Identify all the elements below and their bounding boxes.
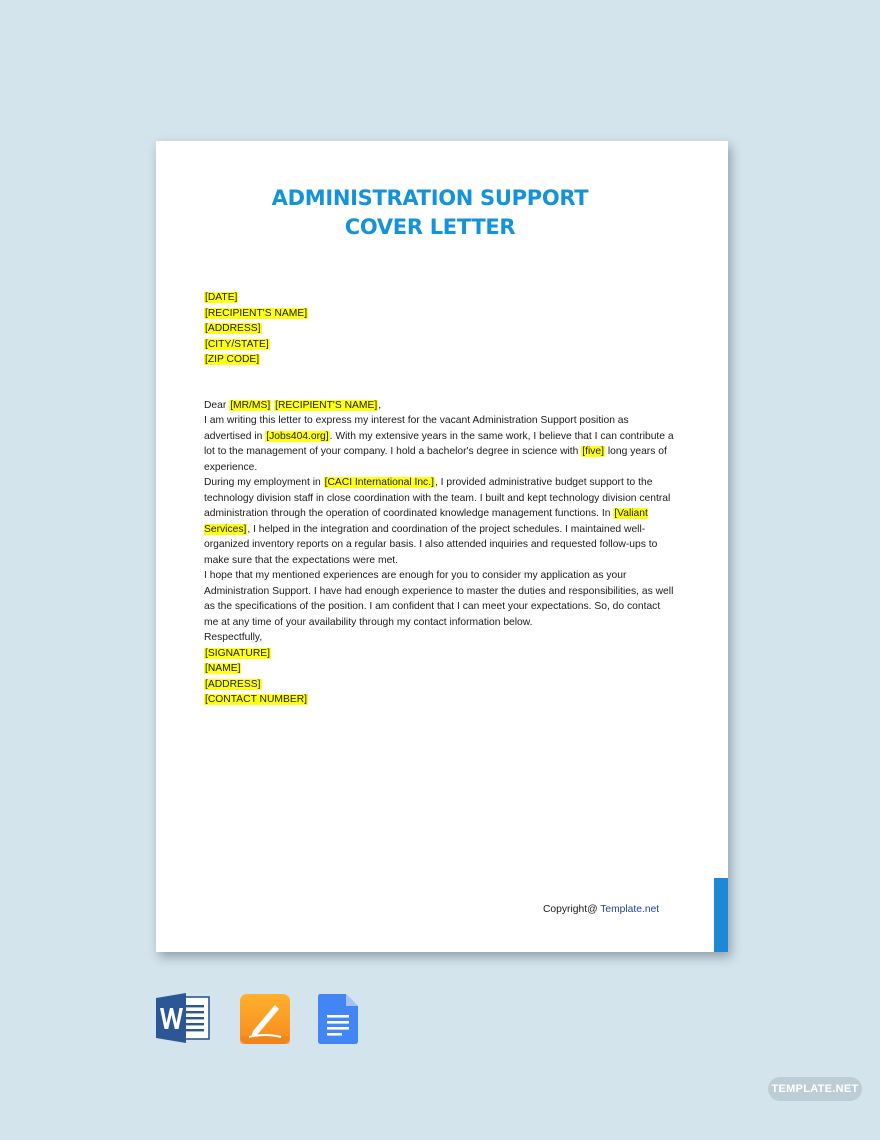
recipient-block	[204, 306, 674, 368]
closing: Respectfully,	[204, 632, 263, 643]
paragraph-1-text-a: I am writing this letter to express my interest for the vacant Administration Support position as advertised in	[204, 415, 629, 442]
document-title	[156, 184, 704, 242]
copyright-link[interactable]: Template.net	[600, 904, 660, 915]
recipient-address-placeholder: [ADDRESS]	[205, 323, 261, 334]
letter-body	[204, 290, 674, 708]
paragraph-1-text-c: long years of experience.	[204, 446, 667, 473]
word-icon[interactable]	[156, 993, 210, 1043]
paragraph-2-text-c: , I helped in the integration and coordination of the project schedules. I maintained well-organized inventory reports on a regular basis. I also attended inquiries and requested follow-ups to make sure that the expectations were met.	[204, 523, 658, 566]
title-line-2: COVER LETTER	[344, 215, 516, 239]
recipient-city-state-placeholder: [CITY/STATE]	[205, 338, 269, 350]
salutation-name-placeholder: [RECIPIENT'S NAME]	[275, 399, 378, 411]
copyright-notice	[543, 904, 659, 915]
template-net-watermark: TEMPLATE.NET	[768, 1077, 862, 1101]
google-docs-icon[interactable]	[316, 993, 360, 1045]
salutation	[204, 398, 674, 414]
salutation-prefix: Dear	[204, 399, 230, 411]
accent-bar	[714, 878, 728, 952]
salutation-title-placeholder: [MR/MS]	[230, 399, 271, 411]
paragraph-3: I hope that my mentioned experiences are enough for you to consider my application as your Administration Support. I have had enough experience to master the duties and responsibilities, as well as the specifications of the position. I am confident that I can meet your expectations. So, do contact me at any time of your availability through my contact information below.	[204, 570, 674, 628]
paragraph-2	[204, 475, 674, 568]
job-site-placeholder: [Jobs404.org]	[266, 430, 329, 442]
company-2-placeholder: [Valiant Services]	[204, 508, 648, 535]
paragraph-2-text-a: During my employment in	[204, 477, 324, 488]
title-line-1: ADMINISTRATION SUPPORT	[271, 186, 589, 210]
sender-name-placeholder: [NAME]	[205, 663, 241, 674]
contact-number-placeholder: [CONTACT NUMBER]	[205, 694, 308, 705]
pages-icon[interactable]	[239, 993, 291, 1045]
signature-block	[204, 646, 674, 708]
copyright-prefix: Copyright@	[543, 904, 601, 915]
recipient-zip-placeholder: [ZIP CODE]	[205, 354, 260, 365]
date-placeholder: [DATE]	[205, 292, 238, 303]
paragraph-2-text-b: , I provided administrative budget support to the technology division staff in close coordination with the team. I built and kept technology division central administration through the operation of coordinated knowledge management functions. In	[204, 477, 671, 519]
paragraph-1-text-b: . With my extensive years in the same work, I believe that I can contribute a lot to the management of your company. I hold a bachelor's degree in science with	[204, 430, 674, 457]
salutation-suffix: ,	[378, 399, 382, 411]
recipient-name-placeholder: [RECIPIENT'S NAME]	[205, 307, 308, 319]
paragraph-1	[204, 413, 674, 475]
years-placeholder: [five]	[582, 446, 605, 457]
sender-address-placeholder: [ADDRESS]	[205, 678, 261, 690]
signature-placeholder: [SIGNATURE]	[205, 647, 271, 659]
document-page	[156, 141, 728, 952]
company-1-placeholder: [CACI International Inc.]	[324, 477, 434, 488]
